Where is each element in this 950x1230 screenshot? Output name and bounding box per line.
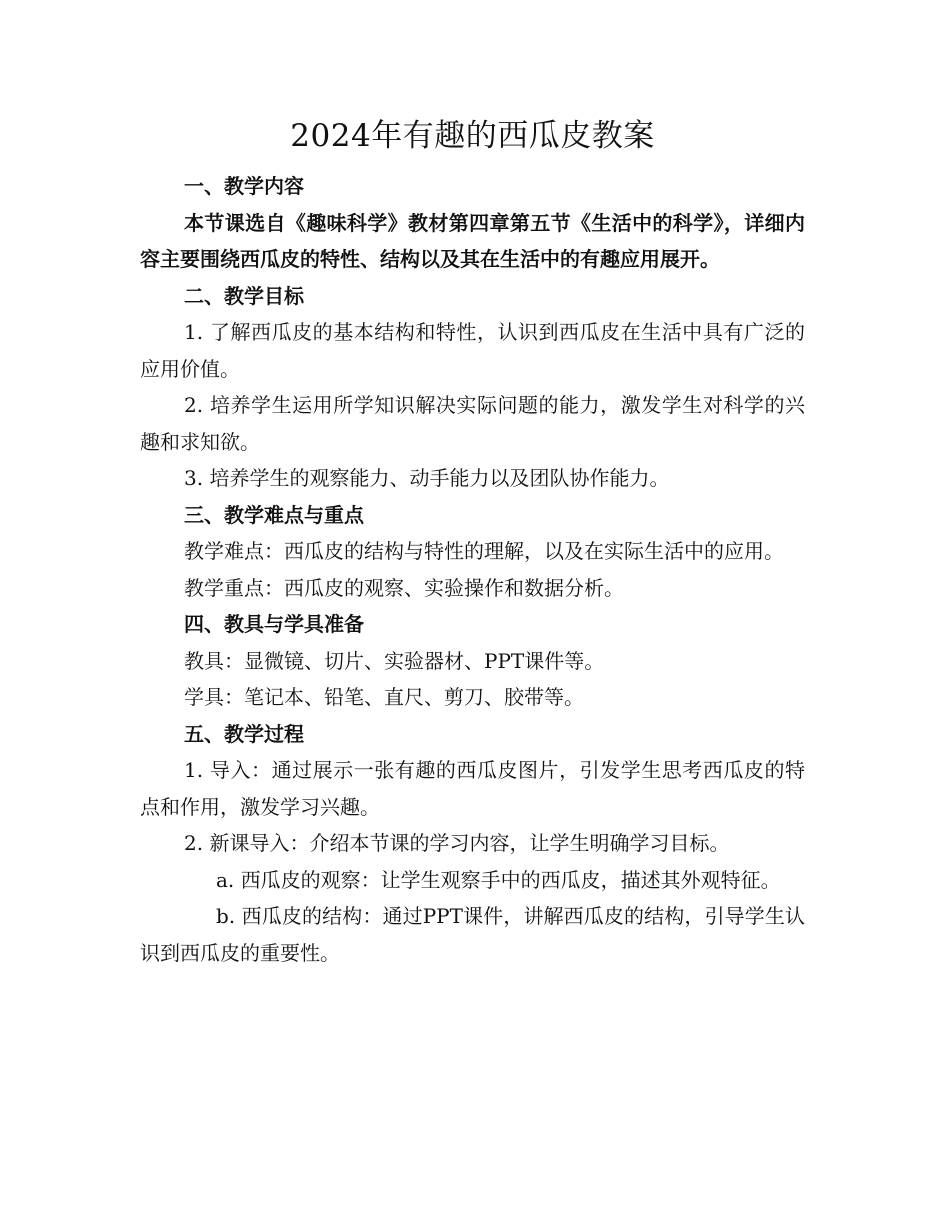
section-heading-materials: 四、教具与学具准备 xyxy=(184,612,364,636)
difficulty-paragraph: 教学难点：西瓜皮的结构与特性的理解，以及在实际生活中的应用。 xyxy=(184,539,784,563)
key-point-paragraph: 教学重点：西瓜皮的观察、实验操作和数据分析。 xyxy=(184,575,624,600)
objective-item-1: 1. 了解西瓜皮的基本结构和特性，认识到西瓜皮在生活中具有广泛的应用价值。 xyxy=(140,320,805,381)
process-step-1: 1. 导入：通过展示一张有趣的西瓜皮图片，引发学生思考西瓜皮的特点和作用，激发学习兴趣。 xyxy=(140,758,805,819)
objective-item-2: 2. 培养学生运用所学知识解决实际问题的能力，激发学生对科学的兴趣和求知欲。 xyxy=(140,393,805,454)
document-title: 2024年有趣的西瓜皮教案 xyxy=(290,118,655,154)
objective-item-3: 3. 培养学生的观察能力、动手能力以及团队协作能力。 xyxy=(184,466,670,490)
section-heading-objectives: 二、教学目标 xyxy=(184,283,304,308)
section-heading-difficulties: 三、教学难点与重点 xyxy=(184,502,364,527)
section-heading-process: 五、教学过程 xyxy=(184,721,304,746)
process-step-2: 2. 新课导入：介绍本节课的学习内容，让学生明确学习目标。 xyxy=(184,831,730,855)
process-sub-item-a: a. 西瓜皮的观察：让学生观察手中的西瓜皮，描述其外观特征。 xyxy=(216,867,781,892)
student-tools-paragraph: 学具：笔记本、铅笔、直尺、剪刀、胶带等。 xyxy=(184,685,584,709)
process-sub-item-b: b. 西瓜皮的结构：通过PPT课件，讲解西瓜皮的结构，引导学生认识到西瓜皮的重要性。 xyxy=(140,904,805,965)
section-content-paragraph: 本节课选自《趣味科学》教材第四章第五节《生活中的科学》，详细内容主要围绕西瓜皮的特性、结构以及其在生活中的有趣应用展开。 xyxy=(140,210,805,271)
teaching-tools-paragraph: 教具：显微镜、切片、实验器材、PPT课件等。 xyxy=(184,648,605,673)
section-heading-content: 一、教学内容 xyxy=(184,174,304,198)
document-page xyxy=(140,112,805,971)
